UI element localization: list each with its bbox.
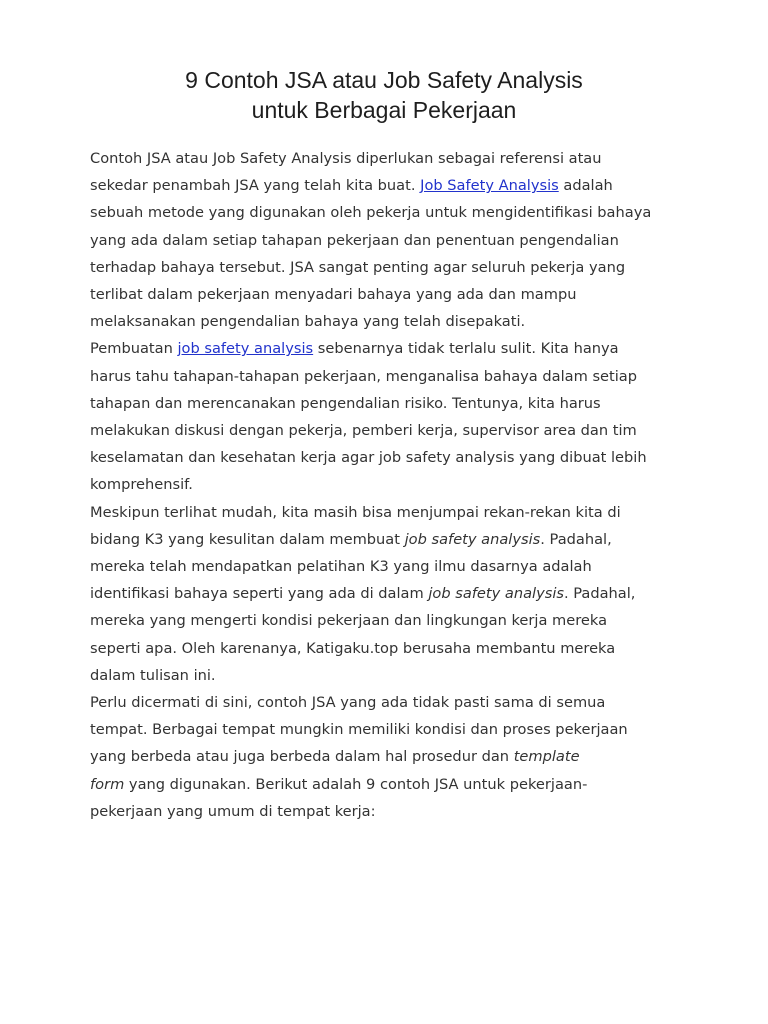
text-line: terlibat dalam pekerjaan menyadari bahaya yang ada dan mampu xyxy=(90,286,577,303)
page-title-line-2: untuk Berbagai Pekerjaan xyxy=(251,97,517,123)
job-safety-analysis-link-2[interactable]: job safety analysis xyxy=(177,340,314,357)
text-span: sekedar penambah JSA yang telah kita buat. xyxy=(90,177,421,194)
text-span: Pembuatan xyxy=(90,340,178,357)
text-line xyxy=(90,176,613,196)
text-span: . Padahal, xyxy=(563,585,636,602)
text-line: melaksanakan pengendalian bahaya yang telah disepakati. xyxy=(90,313,526,330)
text-line: keselamatan dan kesehatan kerja agar job safety analysis yang dibuat lebih xyxy=(90,449,647,466)
italic-term: form xyxy=(90,776,125,793)
text-line: terhadap bahaya tersebut. JSA sangat penting agar seluruh pekerja yang xyxy=(90,259,626,276)
text-span: identifikasi bahaya seperti yang ada di dalam xyxy=(90,585,429,602)
text-line: mereka telah mendapatkan pelatihan K3 yang ilmu dasarnya adalah xyxy=(90,558,592,575)
text-line: pekerjaan yang umum di tempat kerja: xyxy=(90,803,376,820)
text-line: seperti apa. Oleh karenanya, Katigaku.top berusaha membantu mereka xyxy=(90,640,616,657)
text-span: yang digunakan. Berikut adalah 9 contoh JSA untuk pekerjaan- xyxy=(124,776,588,793)
text-line: tahapan dan merencanakan pengendalian risiko. Tentunya, kita harus xyxy=(90,395,601,412)
text-line: komprehensif. xyxy=(90,476,193,493)
text-line xyxy=(90,775,587,795)
text-line: harus tahu tahapan-tahapan pekerjaan, menganalisa bahaya dalam setiap xyxy=(90,368,638,385)
text-span: bidang K3 yang kesulitan dalam membuat xyxy=(90,531,405,548)
text-line: dalam tulisan ini. xyxy=(90,667,216,684)
text-line: melakukan diskusi dengan pekerja, pemberi kerja, supervisor area dan tim xyxy=(90,422,637,439)
text-line: Meskipun terlihat mudah, kita masih bisa menjumpai rekan-rekan kita di xyxy=(90,504,621,521)
text-span: adalah xyxy=(558,177,613,194)
text-line: sebuah metode yang digunakan oleh pekerja untuk mengidentifikasi bahaya xyxy=(90,204,652,221)
text-line xyxy=(90,530,612,550)
text-line xyxy=(90,747,580,767)
text-line: tempat. Berbagai tempat mungkin memiliki kondisi dan proses pekerjaan xyxy=(90,721,628,738)
text-line xyxy=(90,584,635,604)
text-line: Contoh JSA atau Job Safety Analysis diperlukan sebagai referensi atau xyxy=(90,150,602,167)
italic-term: job safety analysis xyxy=(428,585,564,602)
text-line xyxy=(90,339,619,359)
text-span: yang berbeda atau juga berbeda dalam hal prosedur dan xyxy=(90,748,514,765)
text-span: sebenarnya tidak terlalu sulit. Kita hanya xyxy=(313,340,619,357)
text-line: Perlu dicermati di sini, contoh JSA yang ada tidak pasti sama di semua xyxy=(90,694,606,711)
text-line: mereka yang mengerti kondisi pekerjaan dan lingkungan kerja mereka xyxy=(90,612,608,629)
job-safety-analysis-link[interactable]: Job Safety Analysis xyxy=(420,177,559,194)
page-title-line-1: 9 Contoh JSA atau Job Safety Analysis xyxy=(185,67,583,93)
italic-term: template xyxy=(513,748,580,765)
text-line: yang ada dalam setiap tahapan pekerjaan dan penentuan pengendalian xyxy=(90,232,619,249)
text-span: . Padahal, xyxy=(540,531,612,548)
italic-term: job safety analysis xyxy=(404,531,541,548)
